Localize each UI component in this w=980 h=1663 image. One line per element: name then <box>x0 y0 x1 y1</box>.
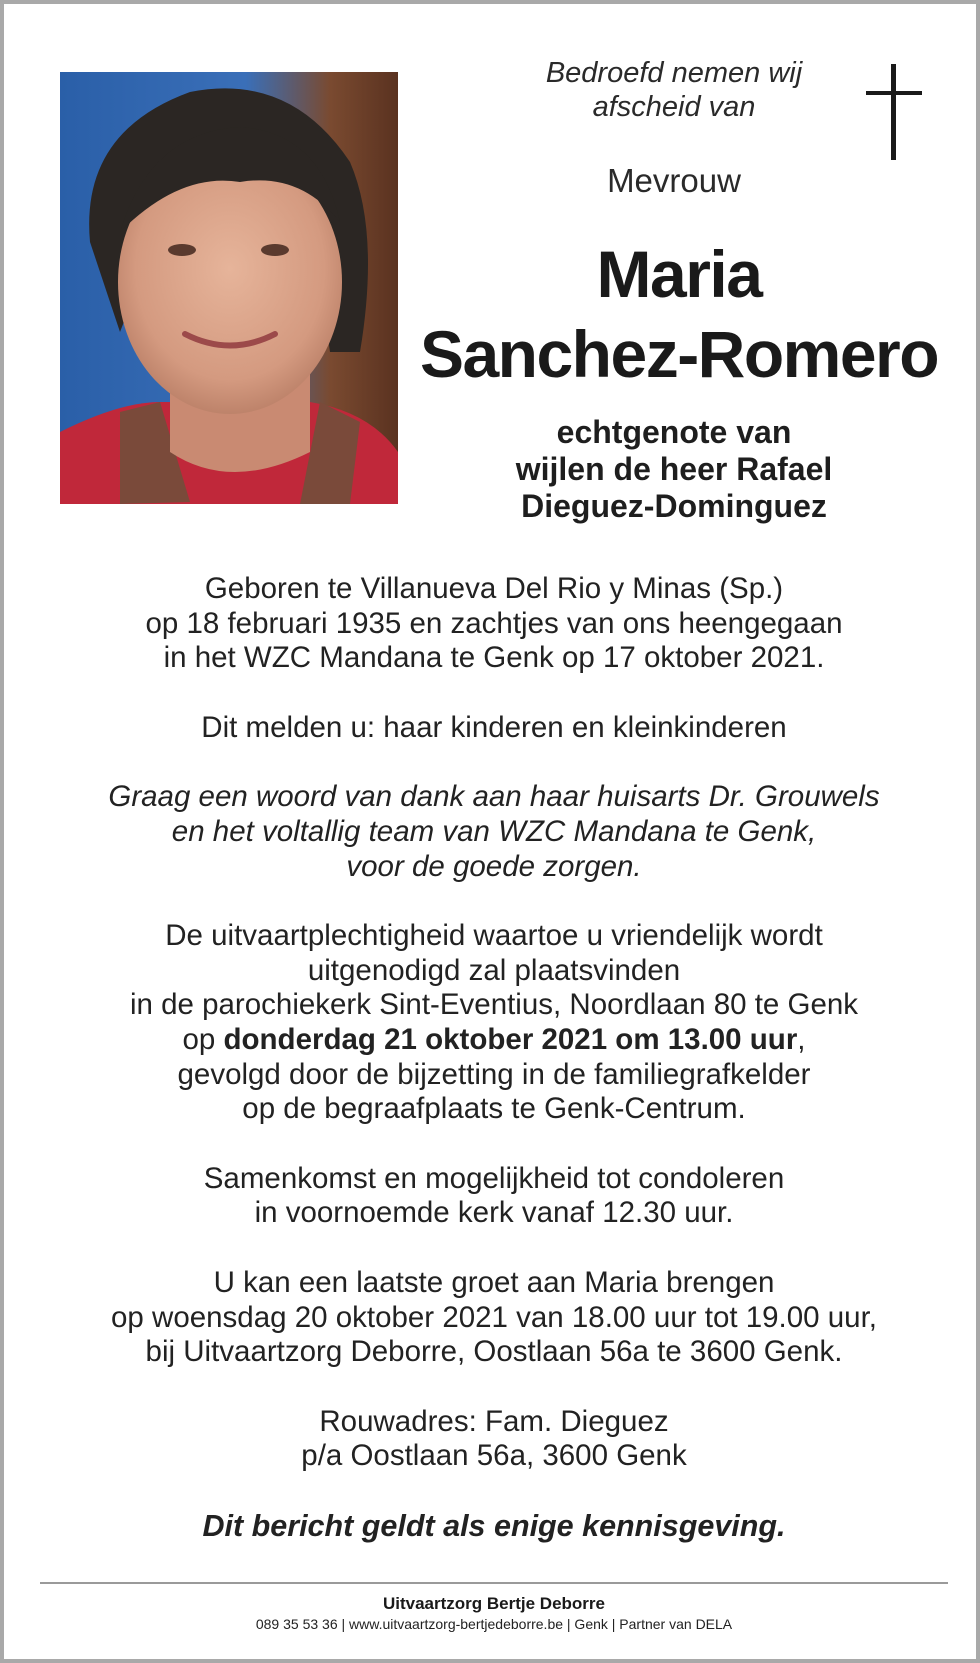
text-line: op woensdag 20 oktober 2021 van 18.00 uur tot 19.00 uur, <box>111 1300 877 1334</box>
thanks-paragraph <box>44 780 944 884</box>
text-line: Dit melden u: haar kinderen en kleinkinderen <box>201 710 787 744</box>
gathering-paragraph <box>44 1162 944 1231</box>
text-line: Rouwadres: Fam. Dieguez <box>319 1404 669 1438</box>
spouse-line: echtgenote van <box>556 414 792 450</box>
obituary-body <box>44 572 944 1578</box>
text-line: Geboren te Villanueva Del Rio y Minas (Sp.) <box>204 572 784 605</box>
notice-paragraph <box>44 1509 944 1544</box>
text-line-prefix: op <box>182 1022 224 1056</box>
funeral-home-name: Uitvaartzorg Bertje Deborre <box>382 1594 605 1613</box>
last-name: Sanchez-Romero <box>419 317 939 391</box>
text-line: gevolgd door de bijzetting in de familiegrafkelder <box>177 1057 811 1091</box>
text-line: U kan een laatste groet aan Maria brengen <box>213 1265 775 1299</box>
text-line: in voornoemde kerk vanaf 12.30 uur. <box>254 1196 734 1230</box>
ceremony-paragraph <box>44 919 944 1127</box>
text-line-suffix: , <box>797 1022 806 1056</box>
text-line: Dit bericht geldt als enige kennisgeving. <box>202 1508 786 1543</box>
text-line: op 18 februari 1935 en zachtjes van ons heengegaan <box>145 606 843 640</box>
announcers-paragraph <box>44 711 944 746</box>
deceased-name <box>409 234 949 394</box>
intro-line: afscheid van <box>592 91 756 123</box>
cross-icon <box>866 64 922 160</box>
text-line: voor de goede zorgen. <box>346 849 642 883</box>
spouse-line: wijlen de heer Rafael <box>515 451 833 487</box>
text-line: en het voltallig team van WZC Mandana te Genk, <box>171 814 817 848</box>
first-name: Maria <box>596 237 762 311</box>
text-line: De uitvaartplechtigheid waartoe u vriendelijk wordt <box>165 919 823 953</box>
text-line: in de parochiekerk Sint-Eventius, Noordlaan 80 te Genk <box>129 988 859 1022</box>
text-line: bij Uitvaartzorg Deborre, Oostlaan 56a te 3600 Genk. <box>145 1335 843 1369</box>
text-line: in het WZC Mandana te Genk op 17 oktober 2021. <box>163 641 825 675</box>
mourning-address-paragraph <box>44 1405 944 1474</box>
footer <box>40 1593 948 1634</box>
text-line: p/a Oostlaan 56a, 3600 Genk <box>301 1439 687 1473</box>
intro-line: Bedroefd nemen wij <box>545 57 803 89</box>
birth-death-paragraph <box>44 572 944 676</box>
footer-divider <box>40 1582 948 1584</box>
spouse-info <box>444 414 904 525</box>
text-line: uitgenodigd zal plaatsvinden <box>307 953 681 987</box>
text-line: Graag een woord van dank aan haar huisarts Dr. Grouwels <box>108 780 880 814</box>
text-line: Samenkomst en mogelijkheid tot condoleren <box>203 1161 785 1195</box>
ceremony-datetime: donderdag 21 oktober 2021 om 13.00 uur <box>223 1022 798 1056</box>
spouse-line: Dieguez-Dominguez <box>521 488 827 524</box>
intro-text <box>504 56 844 124</box>
funeral-home-contact: 089 35 53 36 | www.uitvaartzorg-bertjedeborre.be | Genk | Partner van DELA <box>255 1616 733 1632</box>
farewell-paragraph <box>44 1266 944 1370</box>
text-line: op de begraafplaats te Genk-Centrum. <box>242 1092 746 1126</box>
honorific: Mevrouw <box>607 162 741 199</box>
portrait-photo <box>60 72 398 504</box>
